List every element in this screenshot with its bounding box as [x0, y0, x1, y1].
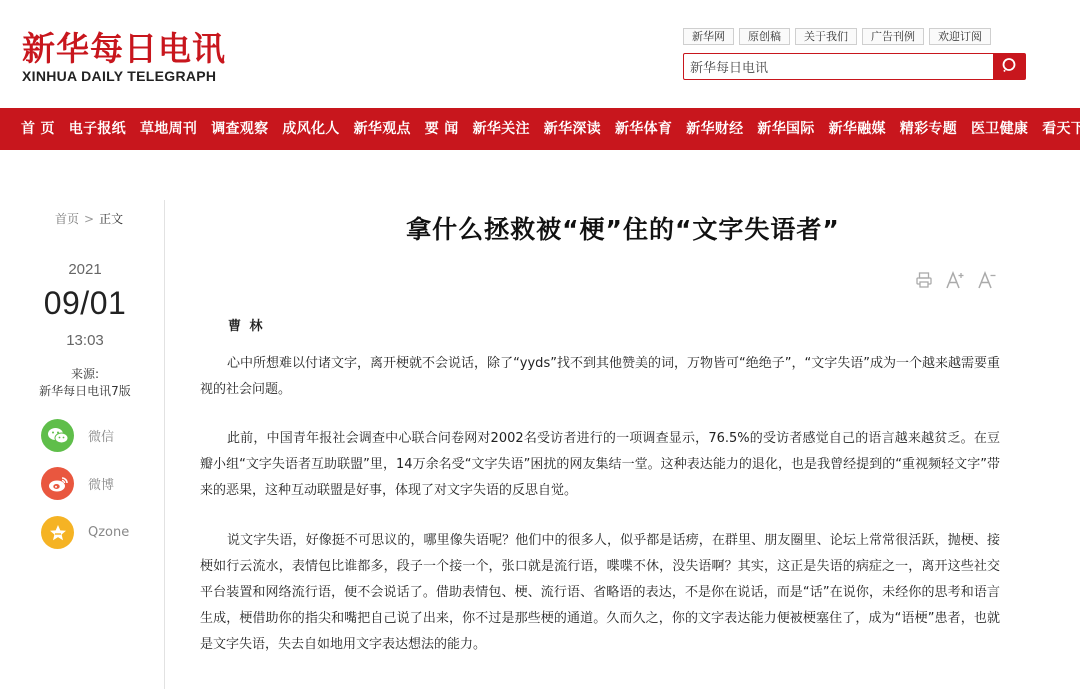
site-header — [0, 0, 1080, 108]
main-nav — [0, 108, 1086, 150]
share-weibo-label: 微博 — [88, 478, 115, 493]
publish-year: 2021 — [68, 261, 102, 278]
logo-chinese[interactable]: 新华每日电讯 — [22, 29, 226, 68]
source-value: 新华每日电讯7版 — [39, 384, 131, 398]
share-qzone[interactable] — [41, 516, 129, 549]
qzone-icon — [41, 516, 74, 549]
breadcrumb-separator: > — [84, 212, 95, 226]
top-link-original[interactable]: 原创稿 — [739, 28, 790, 45]
breadcrumb-home[interactable]: 首页 — [55, 212, 80, 226]
top-link-about[interactable]: 关于我们 — [795, 28, 857, 45]
search-icon — [1001, 57, 1017, 77]
publish-time: 13:03 — [66, 332, 104, 349]
share-qzone-label: Qzone — [88, 525, 130, 540]
breadcrumb — [55, 210, 123, 227]
wechat-icon — [41, 419, 74, 452]
top-link-subscribe[interactable]: 欢迎订阅 — [929, 28, 991, 45]
font-increase-icon[interactable] — [945, 270, 965, 294]
article-author: 曹 林 — [228, 319, 265, 334]
article-paragraph: 说文字失语，好像挺不可思议的，哪里像失语呢？他们中的很多人，似乎都是话痨，在群里、朋友圈里、论坛上常常很活跃，抛梗、接梗如行云流水，表情包比谁都多，段子一个接一个，张口就是流行语，喋喋不休，没失语啊？其实，这正是失语的病症之一，离开这些社交平台装置和网络流行语，便不会说话了。借助表情包、梗、流行语、省略语的表达，不是你在说话，而是“话”在说你，未经你的思考和语言生成，梗借助你的指尖和嘴把自己说了出来，你不过是那些梗的通道。久而久之，你的文字表达能力便被梗塞住了，成为“语梗”患者，也就是文字失语，失去自如地用文字表达想法的能力。 — [200, 533, 1000, 652]
nav-item-media[interactable]: 新华融媒 — [828, 121, 886, 137]
article-title: 拿什么拯救被“梗”住的“文字失语者” — [406, 215, 840, 244]
weibo-icon — [41, 467, 74, 500]
nav-item-home[interactable]: 首 页 — [21, 121, 55, 137]
nav-item-world[interactable]: 新华国际 — [757, 121, 815, 137]
nav-item-survey[interactable]: 调查观察 — [211, 121, 269, 137]
article-paragraph: 心中所想难以付诸文字，离开梗就不会说话，除了“yyds”找不到其他赞美的词，万物皆可“绝绝子”，“文字失语”成为一个越来越需要重视的社会问题。 — [200, 356, 1000, 397]
font-decrease-icon[interactable] — [977, 270, 997, 294]
search-box — [683, 53, 1026, 80]
nav-item-caodi[interactable]: 草地周刊 — [139, 121, 198, 137]
nav-item-deep[interactable]: 新华深读 — [543, 121, 601, 137]
article-paragraph: 此前，中国青年报社会调查中心联合问卷网对2002名受访者进行的一项调查显示，76.5%的受访者感觉自己的语言越来越贫乏。在豆瓣小组“文字失语者互助联盟”里，14万余名受“文字失语”困扰的网友集结一堂。这种表达能力的退化，也是我曾经提到的“重视频轻文字”带来的恶果，这种互动联盟是好事，体现了对文字失语的反思自觉。 — [200, 431, 1000, 498]
nav-item-epaper[interactable]: 电子报纸 — [68, 121, 126, 137]
breadcrumb-current: 正文 — [99, 212, 124, 226]
nav-item-chengfeng[interactable]: 成风化人 — [282, 121, 340, 137]
nav-item-health[interactable]: 医卫健康 — [971, 121, 1029, 137]
nav-item-news[interactable]: 要 闻 — [424, 121, 459, 137]
share-wechat-label: 微信 — [88, 430, 115, 445]
publish-date: 09/01 — [43, 285, 127, 321]
nav-item-topics[interactable]: 精彩专题 — [899, 121, 957, 137]
article-tools — [915, 270, 1009, 294]
logo-english[interactable]: XINHUA DAILY TELEGRAPH — [22, 68, 217, 84]
share-wechat[interactable] — [41, 419, 114, 452]
top-links — [683, 28, 996, 45]
nav-item-sports[interactable]: 新华体育 — [614, 121, 673, 137]
top-link-xinhuanet[interactable]: 新华网 — [683, 28, 734, 45]
print-icon[interactable] — [915, 271, 933, 293]
source-label: 来源: — [70, 367, 100, 381]
nav-item-viewpoint[interactable]: 新华观点 — [353, 121, 411, 137]
nav-item-focus[interactable]: 新华关注 — [472, 121, 530, 137]
share-weibo[interactable] — [41, 467, 114, 500]
nav-item-finance[interactable]: 新华财经 — [686, 121, 744, 137]
search-button[interactable] — [993, 54, 1025, 79]
search-input[interactable] — [684, 54, 992, 79]
top-link-ads[interactable]: 广告刊例 — [862, 28, 924, 45]
nav-item-world-view[interactable]: 看天下 — [1042, 121, 1086, 137]
